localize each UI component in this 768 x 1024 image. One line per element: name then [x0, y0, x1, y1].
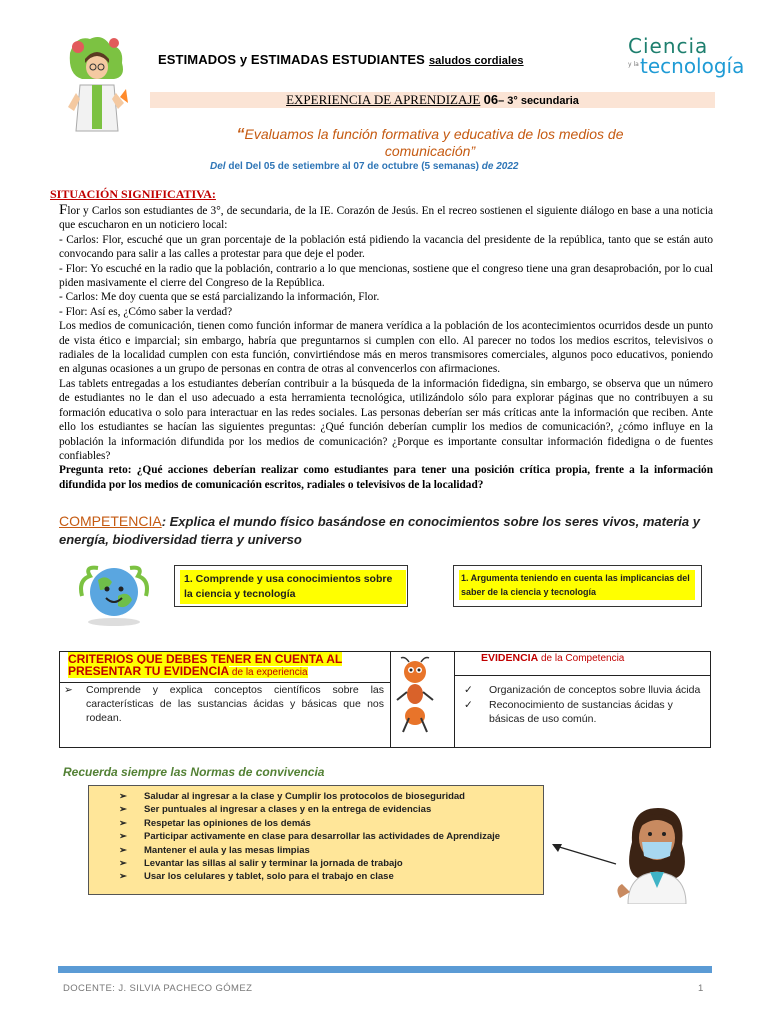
- date-suffix: de 2022: [479, 161, 519, 172]
- arrow-bullet-icon: ➢: [119, 831, 127, 843]
- capacity-2-text: 1. Argumenta teniendo en cuenta las implicancias del saber de la ciencia y tecnología: [459, 570, 695, 600]
- competencia-colon: :: [161, 514, 170, 529]
- ciencia-tecnologia-logo: [628, 34, 745, 82]
- experience-title: [190, 126, 670, 159]
- capacity-box-2: [453, 565, 702, 607]
- title-quote-open: “: [236, 126, 245, 143]
- competencia-section: [59, 512, 719, 549]
- norma-item: [119, 803, 543, 816]
- arrow-bullet-icon: ➢: [119, 844, 127, 856]
- norma-text: Saludar al ingresar a la clase y Cumplir los protocolos de bioseguridad: [144, 791, 465, 802]
- check-icon: ✓: [464, 684, 473, 696]
- norma-item: [119, 830, 543, 843]
- situation-p6: Los medios de comunicación, tienen como función informar de manera verídica a la población de los acontecimientos ocurridos desde un punto de vista ético e imparcial; sin embargo, habría que preguntarnos si cumplen con ello. Al parecer no todos los medios escritos, televisivos o radiales de la localidad cumplen con esta función, convirtiéndose más en meros transmisores comerciales, algunos poco educativos, poniendo en algunas ocasiones a un grupo de personas en contra de otras al convencerlos con afirmaciones.: [59, 320, 713, 376]
- normas-title: Recuerda siempre las Normas de convivencia: [63, 765, 325, 779]
- footer-bar: [58, 966, 712, 973]
- table-divider: [454, 652, 455, 747]
- greeting-header: [158, 52, 524, 67]
- norma-text: Participar activamente en clase para desarrollar las actividades de Aprendizaje: [144, 831, 501, 843]
- challenge-question: Pregunta reto: ¿Qué acciones deberían realizar como estudiantes para tener una posición crítica propia, frente a la información difundida por los medios de comunicación escritos, radiales o televisivos de la localidad?: [59, 464, 713, 491]
- experience-label: EXPERIENCIA DE APRENDIZAJE: [286, 92, 481, 107]
- logo-small-text: y la: [628, 61, 639, 68]
- criteria-title-sub: de la experiencia: [229, 667, 308, 678]
- evidence-title: [481, 652, 624, 664]
- date-range: [210, 161, 519, 172]
- arrow-bullet-icon: ➢: [64, 684, 73, 696]
- norma-item: [119, 790, 543, 803]
- criteria-title-text: CRITERIOS QUE DEBES TENER EN CUENTA AL PRESENTAR TU EVIDENCIA: [68, 652, 343, 678]
- table-divider: [390, 652, 391, 747]
- competencia-text: Explica el mundo físico basándose en conocimientos sobre los seres vivos, materia y energía, biodiversidad tierra y universo: [59, 514, 700, 547]
- norma-item: [119, 817, 543, 830]
- experience-bar: [150, 92, 715, 108]
- drop-letter: F: [59, 202, 68, 218]
- situation-p1: lor y Carlos son estudiantes de 3°, de secundaria, de la IE. Corazón de Jesús. En el recreo sostienen el siguiente diálogo en base a una noticia que escucharon en un noticiero local:: [59, 205, 713, 232]
- capacity-box-1: [174, 565, 408, 607]
- evidence-item: [464, 683, 709, 697]
- logo-line2: tecnología: [640, 54, 745, 78]
- norma-item: [119, 844, 543, 857]
- situation-p5: - Flor: Así es, ¿Cómo saber la verdad?: [59, 305, 233, 318]
- check-icon: ✓: [464, 699, 473, 711]
- norma-text: Respetar las opiniones de los demás: [144, 817, 311, 829]
- situation-p2: - Carlos: Flor, escuché que un gran porcentaje de la población está pidiendo la vacancia del presidente de la república, tanto que se están auto convocando para salir a las calles a protestar para que deje el poder.: [59, 233, 713, 261]
- date-prefix: Del: [210, 161, 226, 172]
- norma-text: Levantar las sillas al salir y terminar la jornada de trabajo: [144, 858, 403, 870]
- situation-p4: - Carlos: Me doy cuenta que se está parcializando la información, Flor.: [59, 291, 380, 304]
- footer-teacher: DOCENTE: J. SILVIA PACHECO GÓMEZ: [63, 983, 253, 994]
- experience-number: 06: [483, 92, 499, 107]
- table-divider: [454, 675, 710, 676]
- arrow-bullet-icon: ➢: [119, 791, 127, 802]
- arrow-bullet-icon: ➢: [119, 804, 127, 816]
- title-quote-close: ”: [470, 143, 476, 159]
- doctor-mask-illustration: [612, 802, 702, 904]
- logo-line1: Ciencia: [628, 34, 709, 58]
- normas-box: [88, 785, 544, 895]
- grade-label: – 3° secundaria: [498, 95, 579, 107]
- competencia-label: COMPETENCIA: [59, 513, 162, 529]
- arrow-bullet-icon: ➢: [119, 817, 127, 829]
- situation-body: [59, 203, 713, 492]
- criteria-title: [68, 653, 386, 679]
- evidence-item-text: Reconocimiento de sustancias ácidas y básicas de uso común.: [489, 699, 673, 725]
- situation-paragraph: [59, 203, 713, 233]
- evidence-item-text: Organización de conceptos sobre lluvia ácida: [489, 684, 701, 696]
- situation-p3: - Flor: Yo escuché en la radio que la población, contrario a lo que mencionas, sostiene que el congreso tiene una gran desaprobación, por lo cual piden masivamente el cierre del Congreso de la República.: [59, 262, 713, 290]
- page-number: 1: [698, 983, 704, 994]
- norma-item: [119, 870, 543, 883]
- greeting-text: ESTIMADOS y ESTIMADAS ESTUDIANTES: [158, 52, 425, 67]
- earth-illustration: [76, 556, 152, 628]
- capacity-1-text: 1. Comprende y usa conocimientos sobre la ciencia y tecnología: [180, 570, 406, 604]
- evidence-list: [464, 683, 709, 727]
- date-text: del Del 05 de setiembre al 07 de octubre (5 semanas): [225, 161, 480, 172]
- norma-item: [119, 857, 543, 870]
- norma-text: Ser puntuales al ingresar a clases y en la entrega de evidencias: [144, 804, 432, 816]
- situation-p7: Las tablets entregadas a los estudiantes deberían contribuir a la búsqueda de la información fidedigna, sin embargo, se observa que un número de estudiantes no le dan el uso adecuado a esta herramienta tecnológica, utilizándolo sólo para explorar páginas que no contribuyen a su formación educativa o solo para interactuar en las redes sociales. Las personas deberían ser más críticas ante la información que reciben. Ante ello los estudiantes se hacían las siguientes preguntas: ¿Qué función deberían cumplir los medios de comunicación?, ¿cómo influye en la población la información difundida por los medios de comunicación? ¿Porque es importante consultar información fidedigna o de fuentes confiables?: [59, 377, 713, 462]
- evidence-title-text: EVIDENCIA: [481, 652, 539, 664]
- pointer-arrow-icon: [548, 840, 618, 870]
- situation-label: SITUACIÓN SIGNIFICATIVA:: [50, 187, 216, 201]
- scientist-illustration: [66, 33, 128, 137]
- evidence-title-sub: de la Competencia: [538, 653, 625, 664]
- normas-list: [89, 786, 543, 884]
- title-text: Evaluamos la función formativa y educativa de los medios de comunicación: [244, 126, 624, 159]
- evidence-item: [464, 698, 709, 726]
- norma-text: Mantener el aula y las mesas limpias: [144, 844, 310, 856]
- arrow-bullet-icon: ➢: [119, 858, 127, 870]
- criteria-item: [64, 683, 384, 725]
- ant-mascot-illustration: [395, 656, 435, 736]
- norma-text: Usar los celulares y tablet, solo para el trabajo en clase: [144, 871, 394, 883]
- criteria-item-text: Comprende y explica conceptos científicos sobre las características de las sustancias ácidas y básicas que nos rodean.: [86, 684, 384, 724]
- greeting-sub: saludos cordiales: [428, 55, 524, 67]
- arrow-bullet-icon: ➢: [119, 871, 127, 883]
